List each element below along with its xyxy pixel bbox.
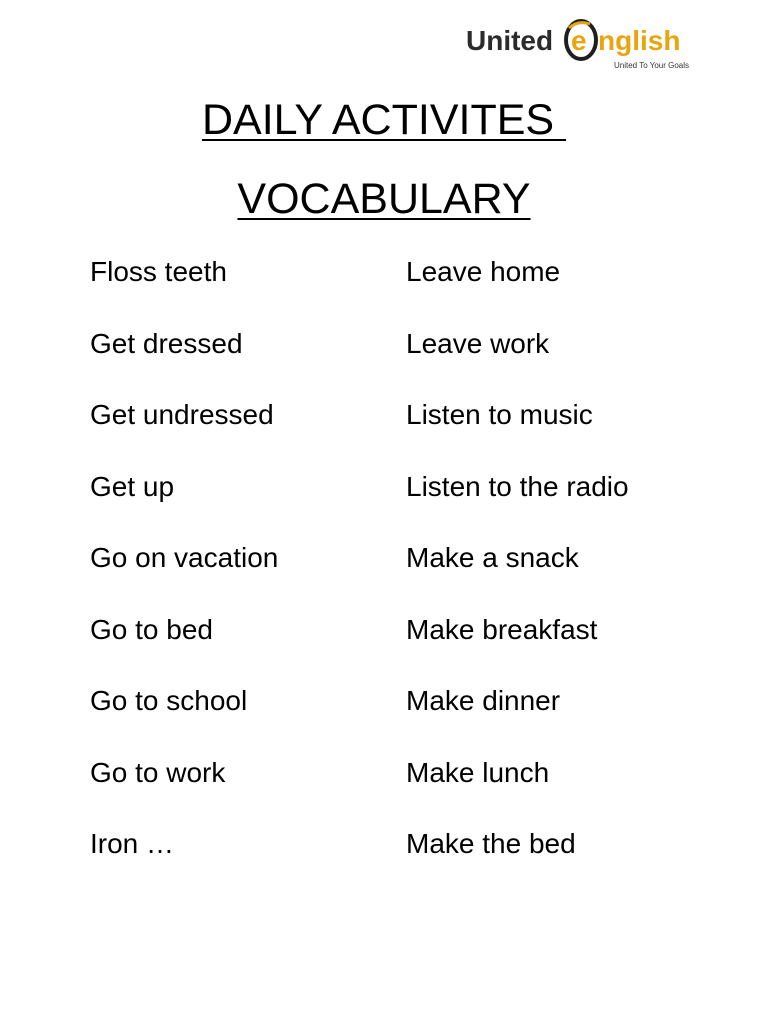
vocabulary-item: Listen to the radio	[406, 470, 629, 502]
vocabulary-item: Get undressed	[90, 399, 274, 430]
logo-brand-suffix: nglish	[598, 25, 681, 56]
logo-wordmark	[466, 18, 696, 66]
vocabulary-item: Floss teeth	[90, 256, 227, 287]
vocabulary-item: Go to work	[90, 756, 226, 788]
vocabulary-item: Get up	[90, 470, 175, 502]
vocabulary-item: Make breakfast	[406, 613, 598, 645]
vocabulary-item: Go to bed	[90, 613, 213, 645]
vocabulary-item: Leave home	[406, 256, 561, 287]
page-title-line-2: VOCABULARY	[237, 175, 531, 223]
logo-brand-letter: e	[571, 25, 587, 56]
vocabulary-item: Make lunch	[406, 756, 550, 788]
logo-tagline: United To Your Goals	[614, 61, 690, 70]
page-title-line-1: DAILY ACTIVITES	[201, 96, 567, 144]
united-english-logo	[466, 18, 696, 74]
vocabulary-item: Make a snack	[406, 542, 579, 573]
vocabulary-item: Iron …	[90, 828, 175, 859]
vocabulary-item: Make dinner	[406, 685, 561, 716]
vocabulary-item: Make the bed	[406, 828, 576, 859]
vocabulary-list-right	[406, 252, 629, 896]
vocabulary-item: Get dressed	[90, 327, 243, 359]
vocabulary-item: Go to school	[90, 685, 248, 716]
vocabulary-list-left	[90, 252, 278, 896]
vocabulary-item: Go on vacation	[90, 542, 279, 573]
vocabulary-item: Listen to music	[406, 399, 593, 430]
logo-brand-prefix: United	[466, 25, 554, 56]
vocabulary-item: Leave work	[406, 327, 550, 359]
